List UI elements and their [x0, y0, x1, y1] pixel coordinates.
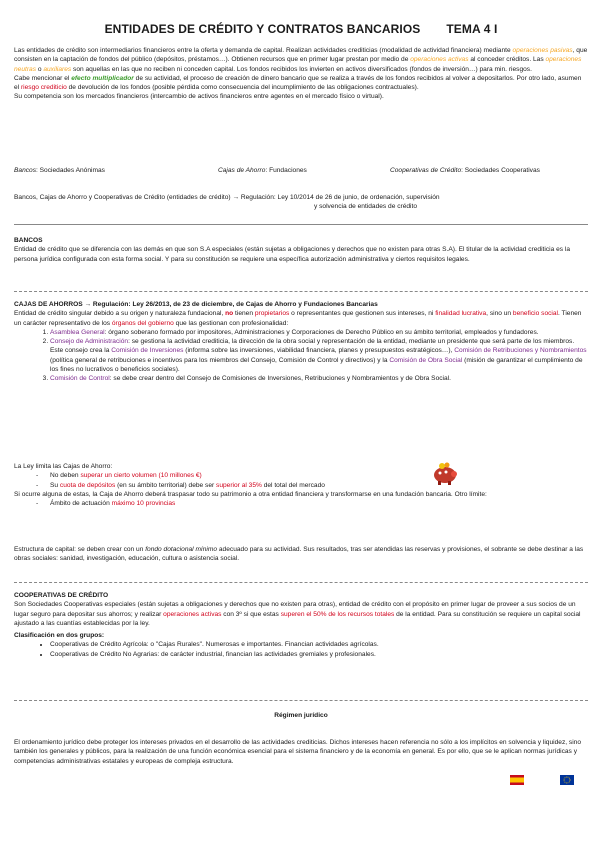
limits-list	[14, 471, 588, 490]
limits-list-2	[14, 499, 588, 508]
divider	[14, 582, 588, 583]
divider	[14, 224, 588, 225]
list-item: - No deben superar un cierto volumen (10 millones €)	[50, 471, 588, 480]
page-title	[14, 22, 588, 36]
type-bancos: Bancos: Sociedades Anónimas	[14, 167, 105, 174]
list-item: 3. Comisión de Control: se debe crear dentro del Consejo de Comisiones de Inversiones, Retribuciones y Nombramientos y de Obra Social.	[50, 374, 588, 383]
eu-flag-icon	[560, 775, 574, 785]
intro-paragraph-3: Su competencia son los mercados financieros (intercambio de activos financieros entre agentes en el mercado físico o virtual).	[14, 93, 384, 101]
regimen-section	[14, 738, 588, 766]
transfer-text: Si ocurre alguna de estas, la Caja de Ahorro deberá traspasar todo su patrimonio a otra entidad financiera y transformarse en una fundación bancaria. Otro límite:	[14, 490, 487, 498]
piggy-bank-icon	[430, 462, 460, 486]
cajas-intro: Entidad de crédito singular debido a su origen y naturaleza fundacional, no tienen propietarios o representantes que gestionen sus intereses, ni finalidad lucrativa, sino un beneficio social. Tienen un carácter representativo de los órganos del gobierno que las gestionan con profesionalidad:	[14, 310, 582, 327]
regulation-section	[14, 193, 588, 212]
coop-text: Son Sociedades Cooperativas especiales (están sujetas a obligaciones y derechos que no existen para otras), entidad de crédito con el propósito en primer lugar de proveer a sus socios de un lugar seguro para depositar sus ahorros; y realizar operaciones activas con 3º si que estas superen el 50% de los recursos totales de la entidad. Para su constitución se requiere un capital social ajustado a las cuantías establecidas por la ley.	[14, 601, 581, 627]
list-item: - Su cuota de depósitos (en su ámbito territorial) debe ser superior al 35% del total del mercado	[50, 481, 588, 490]
intro-paragraph-2: Cabe mencionar el efecto multiplicador de su actividad, el proceso de creación de dinero bancario que se realiza a través de los fondos recibidos al volver a depositarlos. Por otro lado, asumen el riesgo crediticio de devolución de los fondos (posible pérdida como consecuencia del incumplimiento de las obligaciones contractuales).	[14, 74, 582, 92]
divider	[14, 291, 588, 292]
coop-section	[14, 591, 588, 659]
coop-class-intro: Clasificación en dos grupos:	[14, 632, 105, 640]
spain-flag-icon	[510, 775, 524, 785]
regulation-line-2: y solvencia de entidades de crédito	[314, 203, 418, 211]
regimen-heading-wrap	[14, 711, 588, 720]
bancos-heading: BANCOS	[14, 237, 43, 244]
capital-text: Estructura de capital: se deben crear con un fondo dotacional mínimo adecuado para su actividad. Sus resultados, tras ser atendidas las reservas y provisiones, el sobrante se debe destinar a las obras sociales: sanidad, investigación, educación, cultura o asistencia social.	[14, 546, 584, 563]
list-item: 1. Asamblea General: órgano soberano formado por impositores, Administraciones y Corporaciones de Derecho Público en su ámbito territorial, empleados y fundadores.	[50, 328, 588, 337]
list-item: 2. Consejo de Administración: se gestiona la actividad crediticia, la dirección de la obra social y representación de la entidad, mediante un presidente que será parte de los miembros. Este consejo crea la Comisión de Inversiones (informa sobre las inversiones, viabilidad financiera, planes y presupuestos estratégicos…), Comisión de Retribuciones y Nombramientos (política general de retribuciones e incentivos para los miembros del Consejo, Comisión de Control y directivos) y la Comisión de Obra Social (misión de garantizar el cumplimiento de los fines no lucrativos o beneficios sociales).	[50, 337, 588, 374]
cajas-heading: CAJAS DE AHORROS → Regulación: Ley 26/2013, de 23 de diciembre, de Cajas de Ahorro y Fundaciones Bancarias	[14, 301, 378, 308]
bancos-text: Entidad de crédito que se diferencia con las demás en que son S.A especiales (están sujetas a obligaciones y derechos que no existen para otras S.A). El titular de la actividad crediticia es la persona jurídica configurada con esta forma social. Y para su constitución se requiere una específica autorización administrativa y ciertos requisitos legales.	[14, 246, 571, 263]
title-text: ENTIDADES DE CRÉDITO Y CONTRATOS BANCARIOS	[104, 22, 421, 36]
cajas-limits	[14, 462, 588, 508]
organos-list	[14, 328, 588, 384]
regimen-text: El ordenamiento jurídico debe proteger los intereses privados en el desarrollo de las actividades crediticias. Dichos intereses hacen referencia no sólo a los implícitos en solvencia y liquidez, sino también los generales y públicos, para la realización de una función económica esencial para el sistema financiero y de la economía en general. Es por ello, que se le aplican normas jurídicas y competencias administrativas estatales y europeas de compleja estructura.	[14, 739, 581, 765]
intro-section	[14, 46, 588, 102]
type-cajas: Cajas de Ahorro: Fundaciones	[218, 167, 307, 174]
list-item: • Cooperativas de Crédito No Agrarias: de carácter industrial, financian las actividades gremiales y profesionales.	[50, 650, 588, 659]
type-cooperativas: Cooperativas de Crédito: Sociedades Cooperativas	[390, 167, 540, 174]
cajas-section	[14, 300, 588, 384]
bancos-section	[14, 236, 588, 264]
intro-paragraph-1: Las entidades de crédito son intermediarios financieros entre la oferta y demanda de capital. Realizan actividades crediticias (modalidad de actividad financiera) mediante operaciones pasivas, que consisten en la captación de fondos del público (depósitos, préstamos…). Obtienen recursos que en primer lugar prestan por medio de operaciones activas al conceder créditos. Las operaciones neutras o auxiliares son aquellas en las que no reciben ni conceden capital. Los fondos recibidos los invierten en activos diversificados (fondos de inversión…) para min. riesgos.	[14, 47, 588, 73]
divider	[14, 700, 588, 701]
list-item: • Cooperativas de Crédito Agrícola: o "Cajas Rurales". Numerosas e importantes. Financian actividades agrícolas.	[50, 640, 588, 649]
capital-structure	[14, 545, 588, 564]
coop-groups-list	[14, 640, 588, 659]
regulation-line-1: Bancos, Cajas de Ahorro y Cooperativas de Crédito (entidades de crédito) → Regulación: Ley 10/2014 de 26 de junio, de ordenación, supervisión	[14, 194, 440, 201]
coop-heading: COOPERATIVAS DE CRÉDITO	[14, 592, 109, 599]
list-item: - Ámbito de actuación máximo 10 provincias	[50, 499, 588, 508]
tema-label: TEMA 4 I	[446, 22, 498, 36]
limits-intro: La Ley limita las Cajas de Ahorro:	[14, 463, 113, 470]
regimen-heading: Régimen jurídico	[274, 712, 328, 719]
